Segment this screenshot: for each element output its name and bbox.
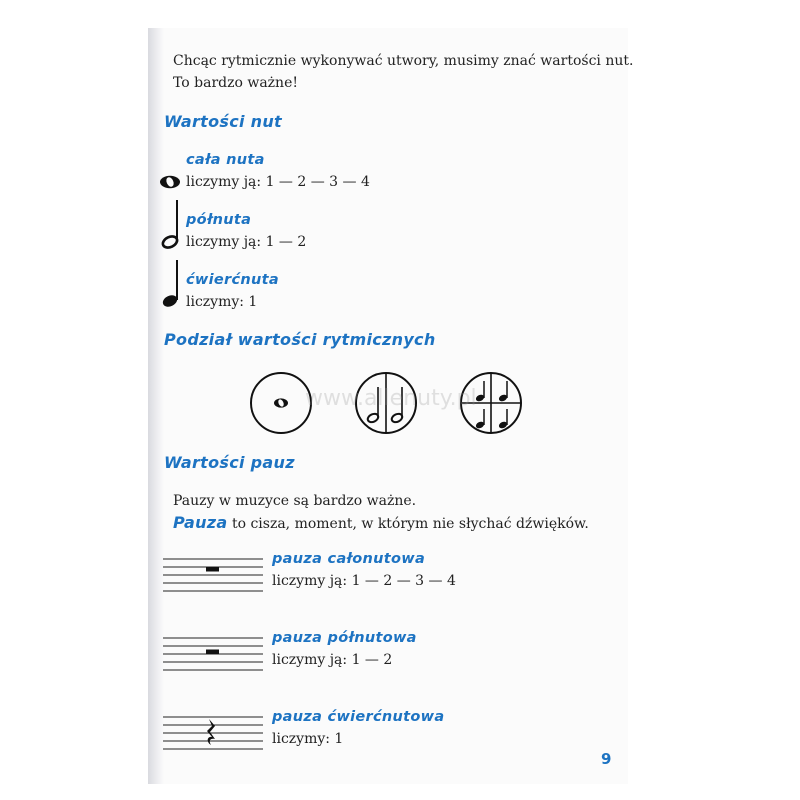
section-title-rhythm-division: Podział wartości rytmicznych <box>164 330 436 349</box>
rest-count-quarter: liczymy: 1 <box>272 731 344 747</box>
rest-name-half: pauza półnutowa <box>272 630 417 646</box>
rests-intro-term: Pauza <box>173 513 228 532</box>
rests-intro-line-1: Pauzy w muzyce są bardzo ważne. <box>173 493 417 509</box>
quarter-rest-staff-icon <box>163 715 263 751</box>
note-name-quarter: ćwierćnuta <box>186 272 279 288</box>
page-number: 9 <box>601 750 612 768</box>
page-spine-shadow <box>148 28 164 784</box>
whole-note-circle-icon <box>249 371 313 435</box>
rest-name-whole: pauza całonutowa <box>272 551 426 567</box>
intro-line-1: Chcąc rytmicznie wykonywać utwory, musimy znać wartości nut. <box>173 53 634 69</box>
section-title-note-values: Wartości nut <box>164 112 282 131</box>
whole-rest-staff-icon <box>163 557 263 593</box>
section-title-rest-values: Wartości pauz <box>164 453 295 472</box>
note-count-half: liczymy ją: 1 — 2 <box>186 234 307 250</box>
watermark: www.allenuty.pl <box>305 386 477 411</box>
half-rest-staff-icon <box>163 636 263 672</box>
rest-count-half: liczymy ją: 1 — 2 <box>272 652 393 668</box>
rest-count-whole: liczymy ją: 1 — 2 — 3 — 4 <box>272 573 456 589</box>
intro-line-2: To bardzo ważne! <box>173 75 298 91</box>
note-count-quarter: liczymy: 1 <box>186 294 258 310</box>
rest-name-quarter: pauza ćwierćnutowa <box>272 709 445 725</box>
note-name-half: półnuta <box>186 212 252 228</box>
quarter-note-icon <box>158 258 184 310</box>
note-name-whole: cała nuta <box>186 152 265 168</box>
rests-intro-line-2 <box>173 513 589 532</box>
half-note-icon <box>158 198 184 250</box>
note-count-whole: liczymy ją: 1 — 2 — 3 — 4 <box>186 174 370 190</box>
whole-note-icon <box>158 174 182 190</box>
rests-intro-definition: to cisza, moment, w którym nie słychać dźwięków. <box>227 516 589 532</box>
